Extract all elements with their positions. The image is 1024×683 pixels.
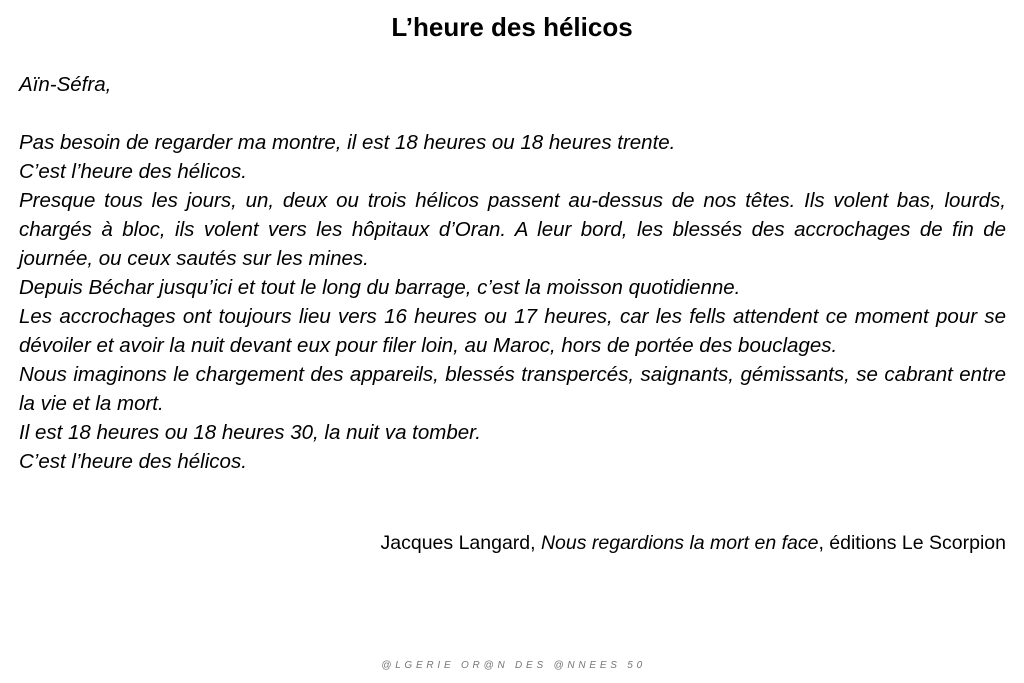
attribution-publisher: , éditions Le Scorpion [818,532,1006,554]
attribution-author: Jacques Langard, [380,532,536,554]
paragraph: Il est 18 heures ou 18 heures 30, la nuit va tomber. [19,421,481,444]
footer-watermark: @ L G E R I E O R @ N D E S @ N N E E S 5 0 [381,660,643,671]
paragraph: C’est l’heure des hélicos. [19,160,247,183]
attribution-book-title: Nous regardions la mort en face [540,532,819,554]
paragraph: Nous imaginons le chargement des appareils, blessés transpercés, saignants, gémissants, se cabrant entre la vie et la mort. [19,363,1006,415]
paragraph: Les accrochages ont toujours lieu vers 16 heures ou 17 heures, car les fells attendent ce moment pour se dévoiler et avoir la nuit devant eux pour filer loin, au Maroc, hors de portée des bouclages. [19,305,1006,357]
paragraph: Presque tous les jours, un, deux ou trois hélicos passent au-dessus de nos têtes. Ils volent bas, lourds, chargés à bloc, ils volent vers les hôpitaux d’Oran. A leur bord, les blessés des accrochages de fin de journée, ou ceux sautés sur les mines. [19,189,1006,270]
paragraph: Depuis Béchar jusqu’ici et tout le long du barrage, c’est la moisson quotidienne. [19,276,741,299]
page-title: L’heure des hélicos [391,12,633,42]
place-line: Aïn-Séfra, [19,73,112,96]
letter-body [19,128,1006,476]
attribution [381,529,1006,557]
paragraph: Pas besoin de regarder ma montre, il est 18 heures ou 18 heures trente. [19,131,676,154]
paragraph: C’est l’heure des hélicos. [19,450,247,473]
